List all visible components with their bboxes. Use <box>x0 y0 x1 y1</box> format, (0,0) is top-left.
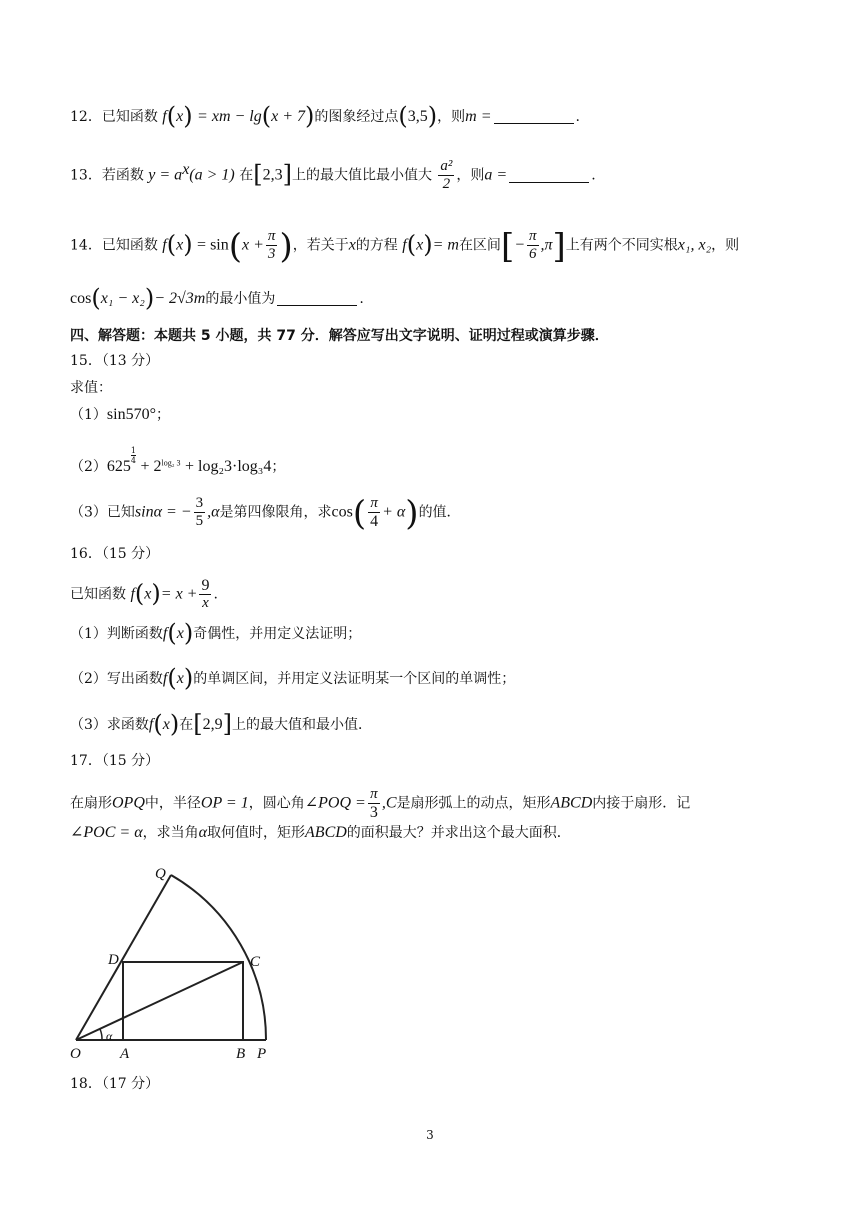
question-text: 的方程 <box>355 237 398 254</box>
label-b: B <box>236 1046 246 1062</box>
period: . <box>359 291 364 307</box>
question-text: ，则 <box>456 167 485 184</box>
variable: x <box>176 236 184 254</box>
rectangle-name: ABCD <box>550 794 593 812</box>
fraction: $\frac{\pi}{4}$ <box>370 495 379 530</box>
question-15-part-2 <box>70 446 285 477</box>
exponent: log₂ 3 <box>161 458 181 468</box>
question-17-header: 17．（15 分） <box>70 753 160 769</box>
fraction: $\frac{9}{x}$ <box>201 577 210 611</box>
label-d: D <box>108 952 119 968</box>
question-14: 14．已知函数 f(x) = sin(x + $\frac{\pi}{3}$ )，若关于x的方程 f(x)= m在区间[− $\frac{\pi}{6}$ ,π]上有两个不同实根x₁, x₂，则 <box>70 226 740 267</box>
question-text: 已知函数 <box>101 109 158 125</box>
fraction: $\frac{\text{a²}}{2}$ <box>440 158 453 192</box>
function-name: f <box>162 236 167 254</box>
cos-argument: x₁ − x₂ <box>100 290 145 307</box>
label-p: P <box>257 1046 267 1062</box>
minus-sign: − <box>514 236 525 254</box>
question-text: ，则 <box>437 109 466 125</box>
cos-expression: cos <box>70 290 92 307</box>
question-16-part-3: （3）求函数f(x)在[2,9]上的最大值和最小值． <box>70 710 372 738</box>
question-15-part-3: （3）已知sinα = − $\frac{3}{5}$ ,α是第四像限角，求cos( $\frac{\pi}{4}$ + α)的值． <box>70 493 461 534</box>
alpha: α <box>198 824 208 841</box>
fraction: $\frac{\pi}{3}$ <box>267 228 276 262</box>
question-15-part-1 <box>70 405 170 425</box>
sector-name: OPQ <box>112 794 145 812</box>
question-12: 12．已知函数 f(x) = xm − lg(x + 7)的图象经过点(3,5)，则m = . <box>70 102 580 130</box>
question-16-intro: 已知函数 f(x)= x + $\frac{9}{x}$ . <box>70 577 218 611</box>
radius: OP = 1 <box>200 794 249 812</box>
question-text: 若函数 <box>101 167 144 184</box>
question-text: 上的最大值和最小值． <box>231 717 372 733</box>
section-heading: 四、解答题：本题共 5 小题，共 77 分．解答应写出文字说明、证明过程或演算步骤． <box>70 328 609 344</box>
question-number: 12． <box>70 109 102 125</box>
period: . <box>591 167 596 184</box>
part-label: （2） <box>70 459 107 475</box>
equation: = m <box>432 236 459 254</box>
question-text: 在 <box>179 717 194 733</box>
question-17-line-1 <box>70 786 690 821</box>
function-expression: = x + <box>160 585 198 603</box>
interval: 2,3 <box>262 166 283 184</box>
period: . <box>575 109 580 125</box>
function-name: f <box>162 108 167 125</box>
question-text: 是扇形弧上的动点，矩形 <box>396 795 551 812</box>
expression-rest: − 2√3m <box>154 290 206 307</box>
function-expression: y = a <box>148 166 183 184</box>
answer-blank <box>494 123 574 124</box>
page-number: 3 <box>426 1128 434 1142</box>
alpha: ,α <box>207 503 220 521</box>
question-text: 在 <box>239 167 254 184</box>
sin-expression: sinα = − <box>134 503 192 521</box>
interval: 2,9 <box>202 716 223 733</box>
base: 625 <box>106 458 131 475</box>
angle: ∠POQ = <box>304 794 366 812</box>
question-text: （2）写出函数 <box>70 671 163 687</box>
label-c: C <box>250 954 261 970</box>
angle: ∠POC = α <box>70 824 143 841</box>
punct: ； <box>156 407 170 423</box>
fractional-exponent: $\frac{1}{4}$ <box>130 446 137 465</box>
question-text: 是第四像限角，求 <box>219 504 332 521</box>
variable: x <box>348 236 356 254</box>
question-text: 的单调区间，并用定义法证明某一个区间的单调性； <box>193 671 516 687</box>
question-text: 在区间 <box>458 237 501 254</box>
function-name: f <box>130 585 135 603</box>
condition: (a > 1) <box>189 166 235 184</box>
question-18-header: 18．（17 分） <box>70 1076 160 1092</box>
variable: x <box>144 585 152 603</box>
point-c: ,C <box>381 794 397 812</box>
part-label: （1） <box>70 407 107 423</box>
sin-expression: = sin <box>197 236 229 254</box>
answer-blank <box>509 182 589 183</box>
fraction: $\frac{\pi}{6}$ <box>529 228 537 262</box>
expression: sin570° <box>106 406 156 423</box>
question-number: 13． <box>70 167 102 184</box>
question-text: （1）判断函数 <box>70 626 163 642</box>
fraction: $\frac{\pi}{3}$ <box>369 786 378 821</box>
answer-blank <box>277 305 357 306</box>
point-coordinates: 3,5 <box>407 108 428 125</box>
question-text: 取何值时，矩形 <box>207 825 306 841</box>
question-16-header: 16．（15 分） <box>70 546 160 562</box>
question-16-part-2: （2）写出函数f(x)的单调区间，并用定义法证明某一个区间的单调性； <box>70 664 516 692</box>
rectangle-abcd <box>123 962 243 1040</box>
expression: + α <box>382 503 406 521</box>
question-16-part-1: （1）判断函数f(x)奇偶性，并用定义法证明； <box>70 619 362 647</box>
question-text: ，则 <box>711 237 740 254</box>
variable: x <box>176 108 184 125</box>
angle-arc <box>100 1029 102 1040</box>
question-text: 的值． <box>418 504 461 521</box>
segment-oc <box>76 962 243 1040</box>
sector-figure <box>60 860 300 1065</box>
question-text: ，圆心角 <box>248 795 305 812</box>
period: . <box>213 586 218 603</box>
expression: + log₂3·log₃4 <box>184 458 272 475</box>
question-text: 的图象经过点 <box>314 109 399 125</box>
question-15-intro: 求值： <box>70 380 112 396</box>
question-text: 的最小值为 <box>205 291 276 307</box>
question-text: 在扇形 <box>70 795 112 812</box>
question-text: ，若关于 <box>292 237 349 254</box>
function-expression: = xm − lg <box>197 108 262 125</box>
label-o: O <box>70 1046 81 1062</box>
question-text: 已知函数 <box>101 237 158 254</box>
rectangle-name: ABCD <box>305 824 347 841</box>
punct: ； <box>271 459 286 475</box>
question-15-header: 15．（13 分） <box>70 353 160 369</box>
question-text: 内接于扇形．记 <box>592 795 691 812</box>
label-a: A <box>120 1046 130 1062</box>
roots: x₁, x₂ <box>677 236 712 254</box>
fraction: $\frac{3}{5}$ <box>195 495 204 529</box>
question-17-line-2 <box>70 823 571 843</box>
question-text: 奇偶性，并用定义法证明； <box>193 626 362 642</box>
part-label: （3）已知 <box>70 504 135 521</box>
sin-argument: x + <box>242 236 264 254</box>
question-text: 已知函数 <box>70 586 126 603</box>
interval-end: ,π <box>540 236 553 254</box>
question-text: 的面积最大？并求出这个最大面积． <box>346 825 571 841</box>
log-argument: x + 7 <box>271 108 306 125</box>
question-text: ，求当角 <box>142 825 199 841</box>
label-alpha: α <box>106 1029 113 1043</box>
question-text: （3）求函数 <box>70 717 149 733</box>
answer-variable: a = <box>484 166 508 184</box>
question-text: 上有两个不同实根 <box>565 237 678 254</box>
question-14-line-2: cos(x₁ − x₂)− 2√3m的最小值为 . <box>70 284 364 312</box>
label-q: Q <box>155 866 166 882</box>
expression: + 2 <box>140 458 162 475</box>
exponent: x <box>182 160 190 178</box>
question-number: 14． <box>70 237 102 254</box>
cos-expression: cos <box>331 503 353 521</box>
question-text: 上的最大值比最小值大 <box>291 167 432 184</box>
question-text: 中，半径 <box>144 795 201 812</box>
answer-variable: m = <box>465 108 492 125</box>
question-13: 13．若函数 $y = a^x(a > 1)$ 在[2,3]上的最大值比最小值大 $\frac{\text{a²}}{2}$ ，则a = . <box>70 158 596 192</box>
